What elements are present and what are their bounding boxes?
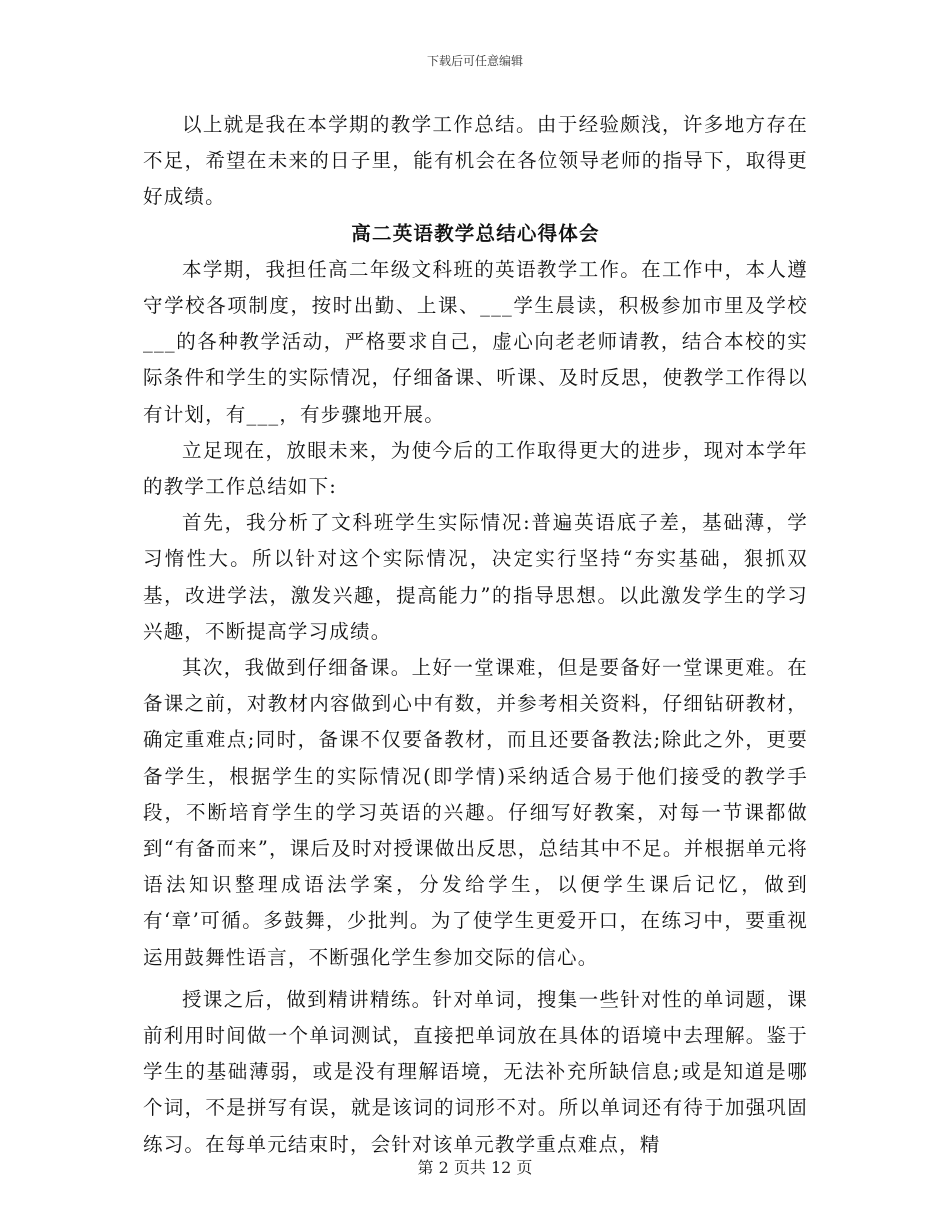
body-paragraph-2: 立足现在，放眼未来，为使今后的工作取得更大的进步，现对本学年的教学工作总结如下: [143, 438, 808, 499]
body-paragraph-3: 首先，我分析了文科班学生实际情况:普遍英语底子差，基础薄，学习惰性大。所以针对这个实际情况，决定实行坚持“夯实基础，狠抓双基，改进学法，激发兴趣，提高能力”的指导思想。以此激发学生的学习兴趣，不断提高学习成绩。 [143, 511, 808, 643]
page-header: 下载后可任意编辑 [426, 54, 523, 68]
body-paragraph-4: 其次，我做到仔细备课。上好一堂课难，但是要备好一堂课更难。在备课之前，对教材内容做到心中有数，并参考相关资料，仔细钻研教材，确定重难点;同时，备课不仅要备教材，而且还要备教法;除此之外，更要备学生，根据学生的实际情况(即学情)采纳适合易于他们接受的教学手段，不断培育学生的学习英语的兴趣。仔细写好教案，对每一节课都做到“有备而来”，课后及时对授课做出反思，总结其中不足。并根据单元将语法知识整理成语法学案，分发给学生，以便学生课后记忆，做到有‘章’可循。多鼓舞，少批判。为了使学生更爱开口，在练习中，要重视运用鼓舞性语言，不断强化学生参加交际的信心。 [143, 656, 808, 969]
body-paragraph-5: 授课之后，做到精讲精练。针对单词，搜集一些针对性的单词题，课前利用时间做一个单词测试，直接把单词放在具体的语境中去理解。鉴于学生的基础薄弱，或是没有理解语境，无法补充所缺信息;或是知道是哪个词，不是拼写有误，就是该词的词形不对。所以单词还有待于加强巩固练习。在每单元结束时，会针对该单元教学重点难点，精 [143, 987, 808, 1156]
closing-paragraph: 以上就是我在本学期的教学工作总结。由于经验颇浅，许多地方存在不足，希望在未来的日子里，能有机会在各位领导老师的指导下，取得更好成绩。 [143, 113, 808, 209]
page-footer: 第 2 页共 12 页 [417, 1158, 533, 1177]
section-title: 高二英语教学总结心得体会 [351, 221, 600, 245]
body-paragraph-1: 本学期，我担任高二年级文科班的英语教学工作。在工作中，本人遵守学校各项制度，按时出勤、上课、___学生晨读，积极参加市里及学校___的各种教学活动，严格要求自己，虚心向老老师请教，结合本校的实际条件和学生的实际情况，仔细备课、听课、及时反思，使教学工作得以有计划，有___，有步骤地开展。 [143, 257, 808, 426]
document-body [143, 107, 808, 1163]
